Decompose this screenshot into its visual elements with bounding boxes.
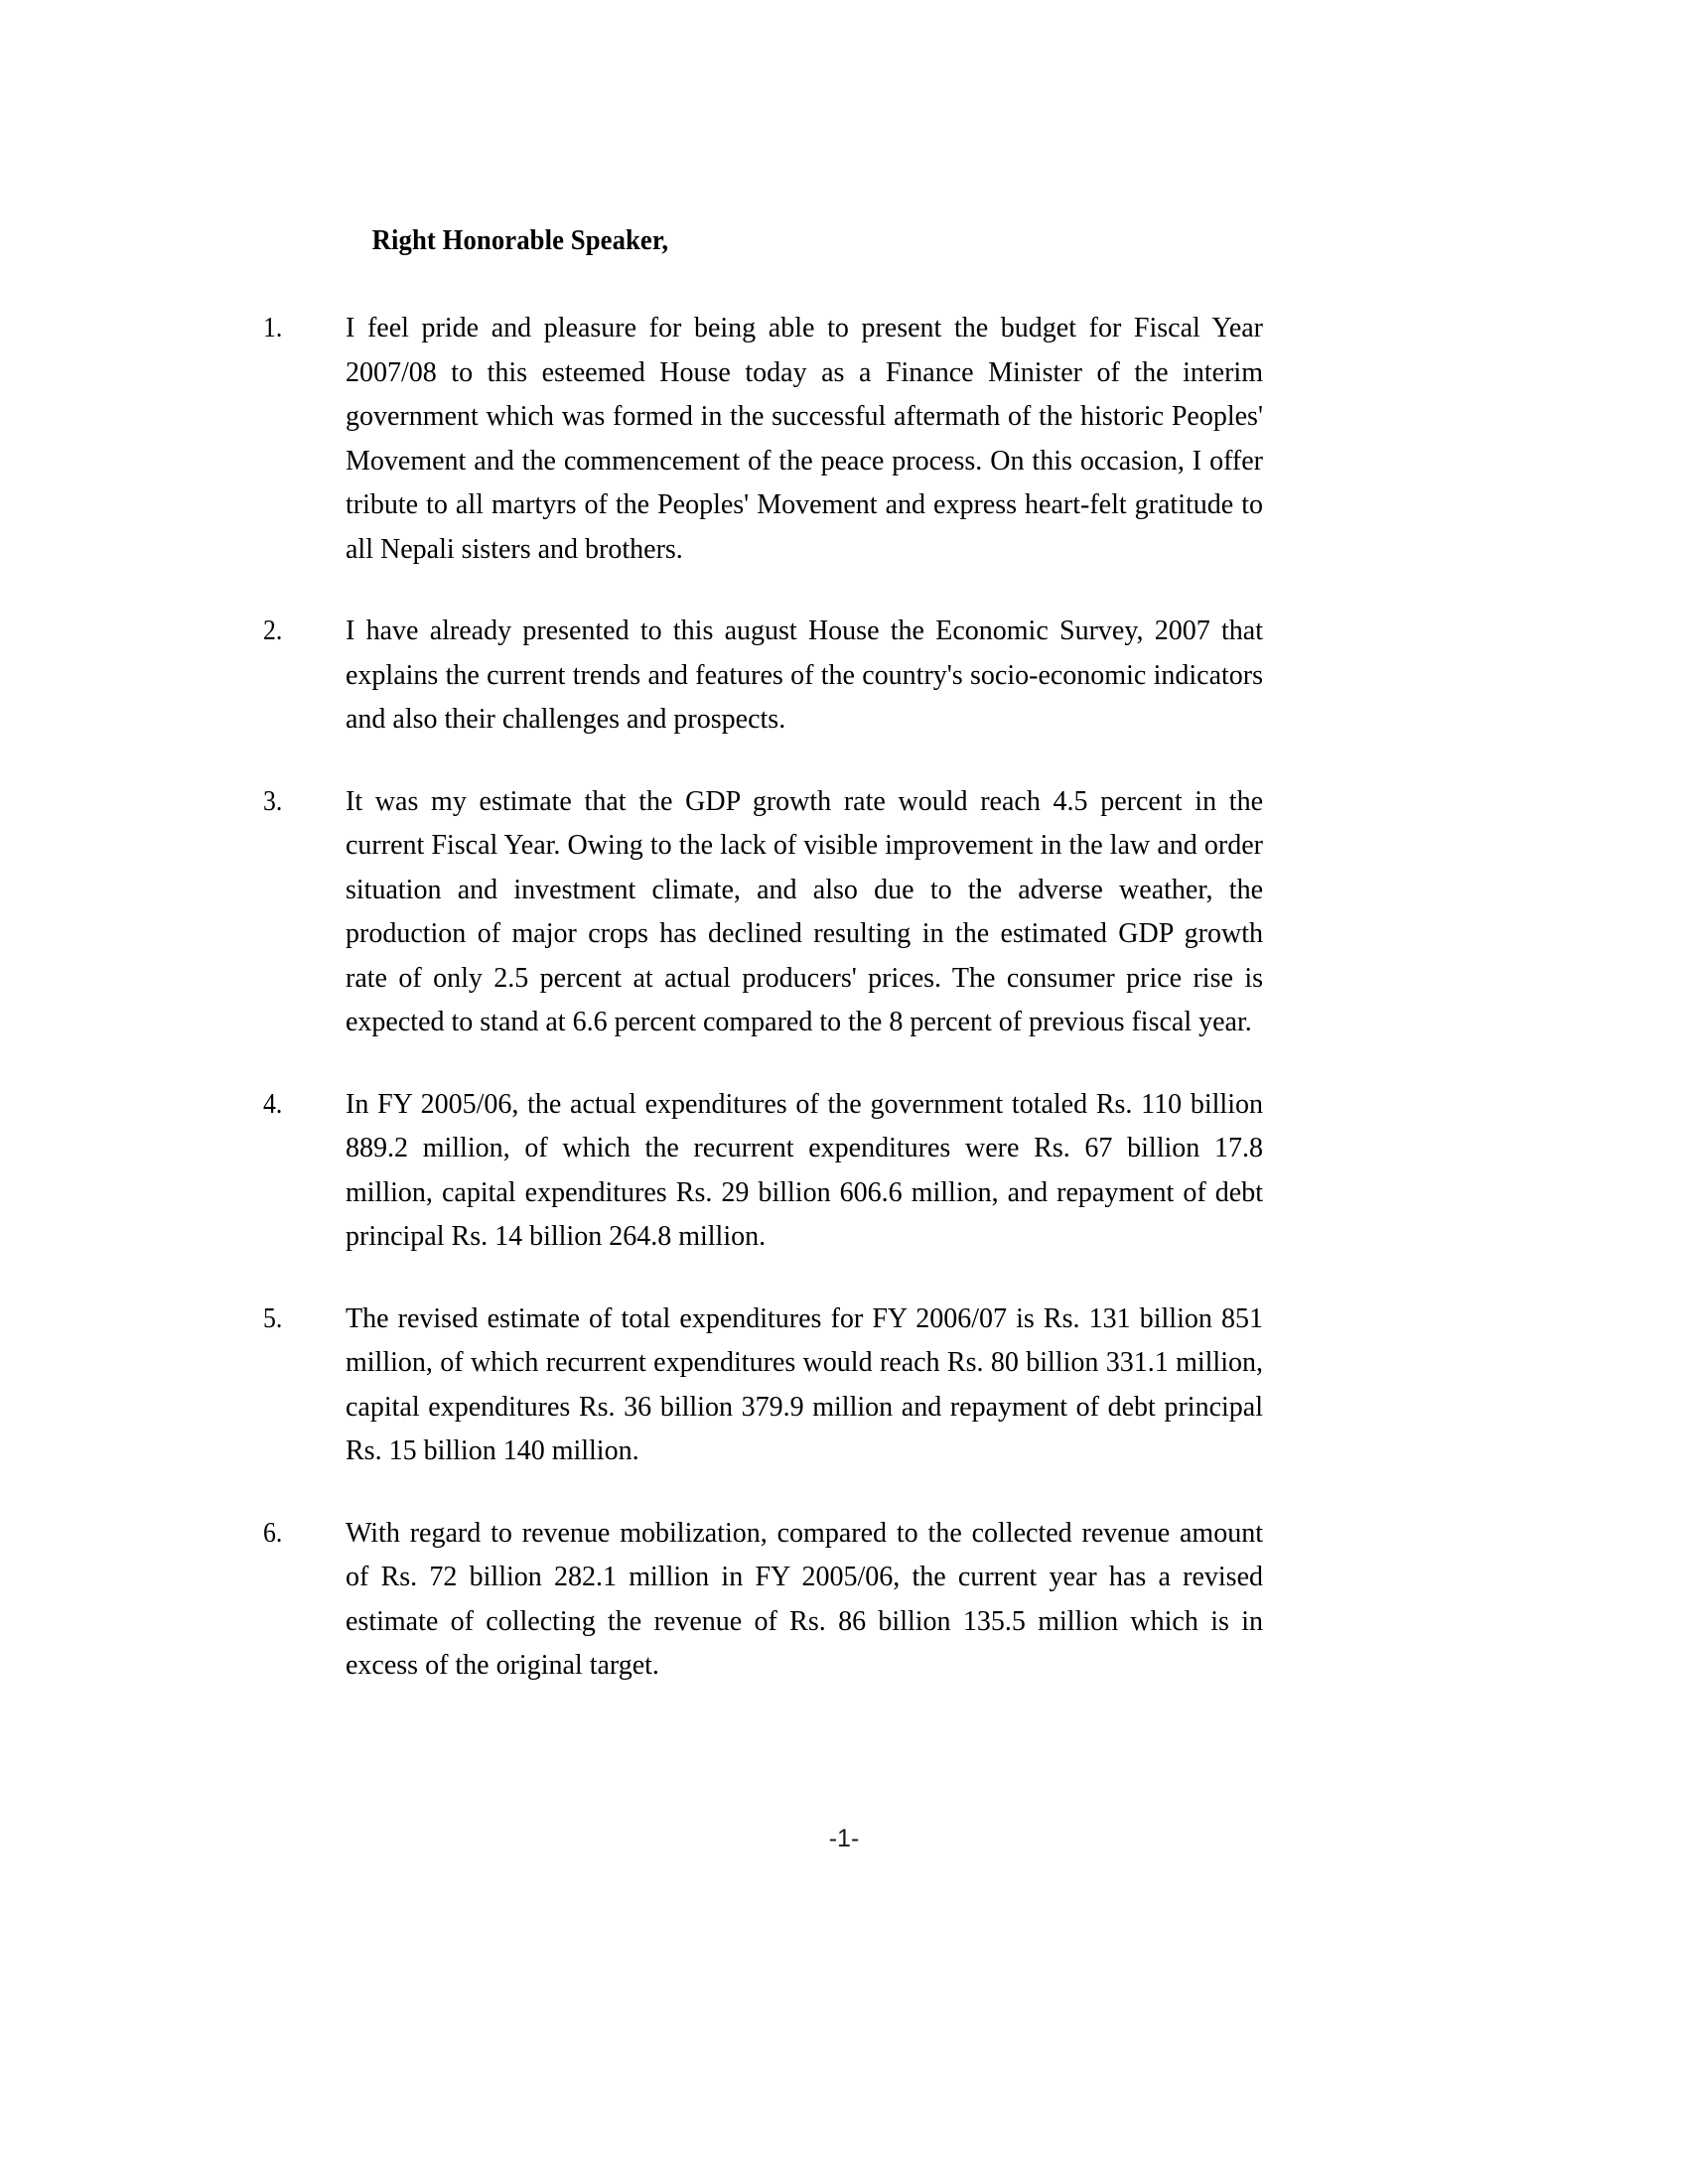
paragraph-number: 3. [263, 785, 283, 817]
paragraph-number: 1. [263, 313, 283, 343]
paragraph-text: I have already presented to this august House the Economic Survey, 2007 that explains the current trends and features of the country's socio-economic indicators and also their challenges and prospects. [346, 615, 1263, 735]
page-number-footer: -1- [828, 1825, 860, 1852]
paragraph-number: 4. [263, 1088, 283, 1120]
paragraph-text: In FY 2005/06, the actual expenditures of the government totaled Rs. 110 billion 889.2 million, of which the recurrent expenditures were Rs. 67 billion 17.8 million, capital expenditures Rs. 29 billion 606.6 million, and repayment of debt principal Rs. 14 billion 264.8 million. [346, 1088, 1263, 1252]
numbered-paragraph [263, 307, 1263, 572]
paragraph-number: 5. [263, 1302, 283, 1334]
paragraph-text: With regard to revenue mobilization, compared to the collected revenue amount of Rs. 72 billion 282.1 million in FY 2005/06, the current year has a revised estimate of collecting the revenue of Rs. 86 billion 135.5 million which is in excess of the original target. [346, 1517, 1263, 1681]
numbered-paragraph [263, 1083, 1263, 1260]
document-content [263, 226, 1263, 1689]
numbered-paragraph [263, 1297, 1263, 1474]
paragraph-text: It was my estimate that the GDP growth rate would reach 4.5 percent in the current Fiscal Year. Owing to the lack of visible improvement in the law and order situation and investment climate, and also due to the adverse weather, the production of major crops has declined resulting in the estimated GDP growth rate of only 2.5 percent at actual producers' prices. The consumer price rise is expected to stand at 6.6 percent compared to the 8 percent of previous fiscal year. [346, 785, 1263, 1037]
paragraph-number: 6. [263, 1517, 283, 1549]
numbered-paragraph [263, 780, 1263, 1045]
numbered-paragraph [263, 1512, 1263, 1689]
paragraph-text: I feel pride and pleasure for being able to present the budget for Fiscal Year 2007/08 to this esteemed House today as a Finance Minister of the interim government which was formed in the successful aftermath of the historic Peoples' Movement and the commencement of the peace process. On this occasion, I offer tribute to all martyrs of the Peoples' Movement and express heart-felt gratitude to all Nepali sisters and brothers. [346, 313, 1263, 565]
numbered-paragraph [263, 610, 1263, 743]
paragraph-number: 2. [263, 615, 283, 646]
page-title: Right Honorable Speaker, [371, 224, 669, 256]
paragraph-text: The revised estimate of total expenditures for FY 2006/07 is Rs. 131 billion 851 million, of which recurrent expenditures would reach Rs. 80 billion 331.1 million, capital expenditures Rs. 36 billion 379.9 million and repayment of debt principal Rs. 15 billion 140 million. [346, 1302, 1263, 1466]
